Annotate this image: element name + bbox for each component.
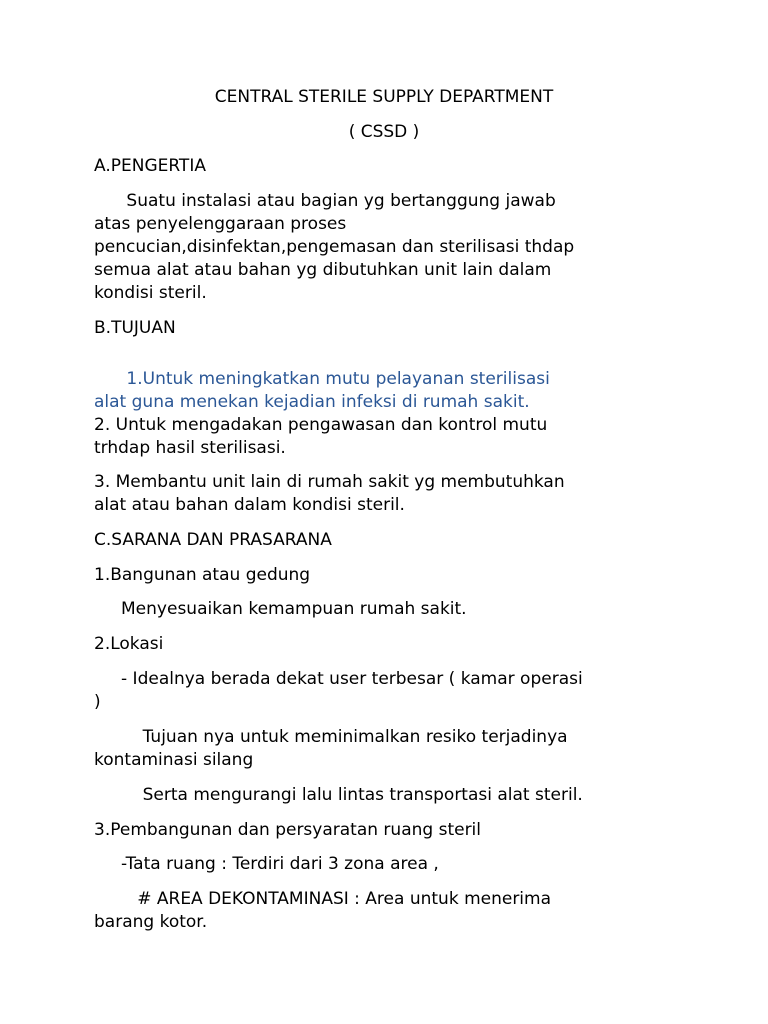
list-item-line: 3. Membantu unit lain di rumah sakit yg membutuhkan: [94, 472, 565, 492]
section-heading-pengertian: A.PENGERTIA: [94, 156, 206, 176]
list-item-line-highlighted: alat guna menekan kejadian infeksi di rumah sakit.: [94, 392, 530, 412]
paragraph-line: semua alat atau bahan yg dibutuhkan unit lain dalam: [94, 260, 552, 280]
document-subtitle: ( CSSD ): [348, 122, 420, 142]
paragraph-line: # AREA DEKONTAMINASI : Area untuk menerima: [94, 889, 552, 909]
subheading-line: 3.Pembangunan dan persyaratan ruang steril: [94, 820, 481, 840]
paragraph-line: kontaminasi silang: [94, 750, 254, 770]
list-item-line: alat atau bahan dalam kondisi steril.: [94, 495, 405, 515]
paragraph-line: -Tata ruang : Terdiri dari 3 zona area ,: [94, 854, 439, 874]
list-item-line-highlighted: 1.Untuk meningkatkan mutu pelayanan sterilisasi: [94, 369, 550, 389]
subheading-line: 1.Bangunan atau gedung: [94, 565, 311, 585]
paragraph-line: - Idealnya berada dekat user terbesar ( kamar operasi: [94, 669, 583, 689]
document-title: CENTRAL STERILE SUPPLY DEPARTMENT: [214, 87, 554, 107]
list-item-line: trhdap hasil sterilisasi.: [94, 438, 286, 458]
list-item-line: 2. Untuk mengadakan pengawasan dan kontrol mutu: [94, 415, 548, 435]
paragraph-line: kondisi steril.: [94, 283, 207, 303]
paragraph-line: Menyesuaikan kemampuan rumah sakit.: [94, 599, 467, 619]
paragraph-line: ): [94, 692, 101, 712]
paragraph-line: Serta mengurangi lalu lintas transportasi alat steril.: [94, 785, 583, 805]
paragraph-line: barang kotor.: [94, 912, 208, 932]
paragraph-line: atas penyelenggaraan proses: [94, 214, 347, 234]
section-heading-sarana: C.SARANA DAN PRASARANA: [94, 530, 332, 550]
section-heading-tujuan: B.TUJUAN: [94, 318, 176, 338]
paragraph-line: Suatu instalasi atau bagian yg bertanggung jawab: [94, 191, 556, 211]
paragraph-line: Tujuan nya untuk meminimalkan resiko terjadinya: [94, 727, 568, 747]
paragraph-line: pencucian,disinfektan,pengemasan dan sterilisasi thdap: [94, 237, 575, 257]
subheading-line: 2.Lokasi: [94, 634, 164, 654]
